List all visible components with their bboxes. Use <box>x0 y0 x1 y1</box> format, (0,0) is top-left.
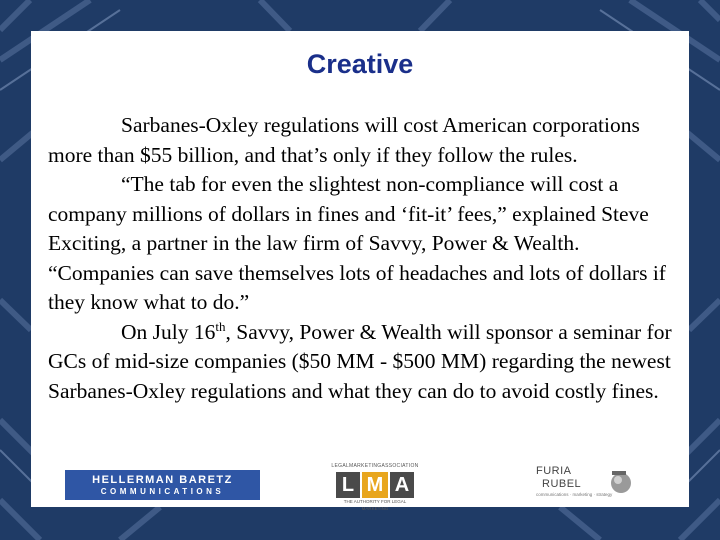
furia-logo-tagline: communications · marketing · strategy <box>536 492 613 497</box>
globe-icon <box>608 469 634 495</box>
paragraph-2: “The tab for even the slightest non-compliance will cost a company millions of dollars in fines and ‘fit-it’ fees,” explained Steve Exciting, a partner in the law firm of Savvy, Power & Wealth. “Companies can save themselves lots of headaches and lots of dollars if they know what to do.” <box>48 172 666 314</box>
paragraph-3-end: , Savvy, Power & Wealth will sponsor a seminar for GCs of mid-size companies ($50 MM - $500 MM) regarding the newest Sarbanes-Oxley regulations and what they can do to avoid costly fines. <box>48 319 672 403</box>
lma-letters <box>336 472 414 498</box>
paragraph-1: Sarbanes-Oxley regulations will cost American corporations more than $55 billion, and that’s only if they follow the rules. <box>48 113 640 167</box>
lma-logo-bottom: THE AUTHORITY FOR LEGAL MARKETING <box>343 499 407 511</box>
lma-letter-m: M <box>362 472 388 498</box>
slide-body <box>48 111 678 406</box>
paragraph-3-start: On July 16 <box>121 319 216 344</box>
lma-logo <box>330 463 420 511</box>
lma-letter-a: A <box>390 472 414 498</box>
furia-logo-line1: FURIA <box>536 465 572 477</box>
hb-logo-line2: COMMUNICATIONS <box>100 486 225 496</box>
furia-rubel-logo <box>536 465 636 505</box>
lma-logo-top: LEGALMARKETINGASSOCIATION <box>331 463 419 469</box>
furia-logo-line2: RUBEL <box>542 478 582 490</box>
hb-logo-line1: HELLERMAN BARETZ <box>92 473 233 486</box>
slide-panel <box>31 31 689 511</box>
logo-row <box>31 463 689 511</box>
ordinal-suffix: th <box>215 318 226 334</box>
slide-title: Creative <box>306 49 414 79</box>
hellerman-baretz-logo <box>65 470 260 500</box>
lma-letter-l: L <box>336 472 360 498</box>
paragraph-3 <box>48 318 678 407</box>
